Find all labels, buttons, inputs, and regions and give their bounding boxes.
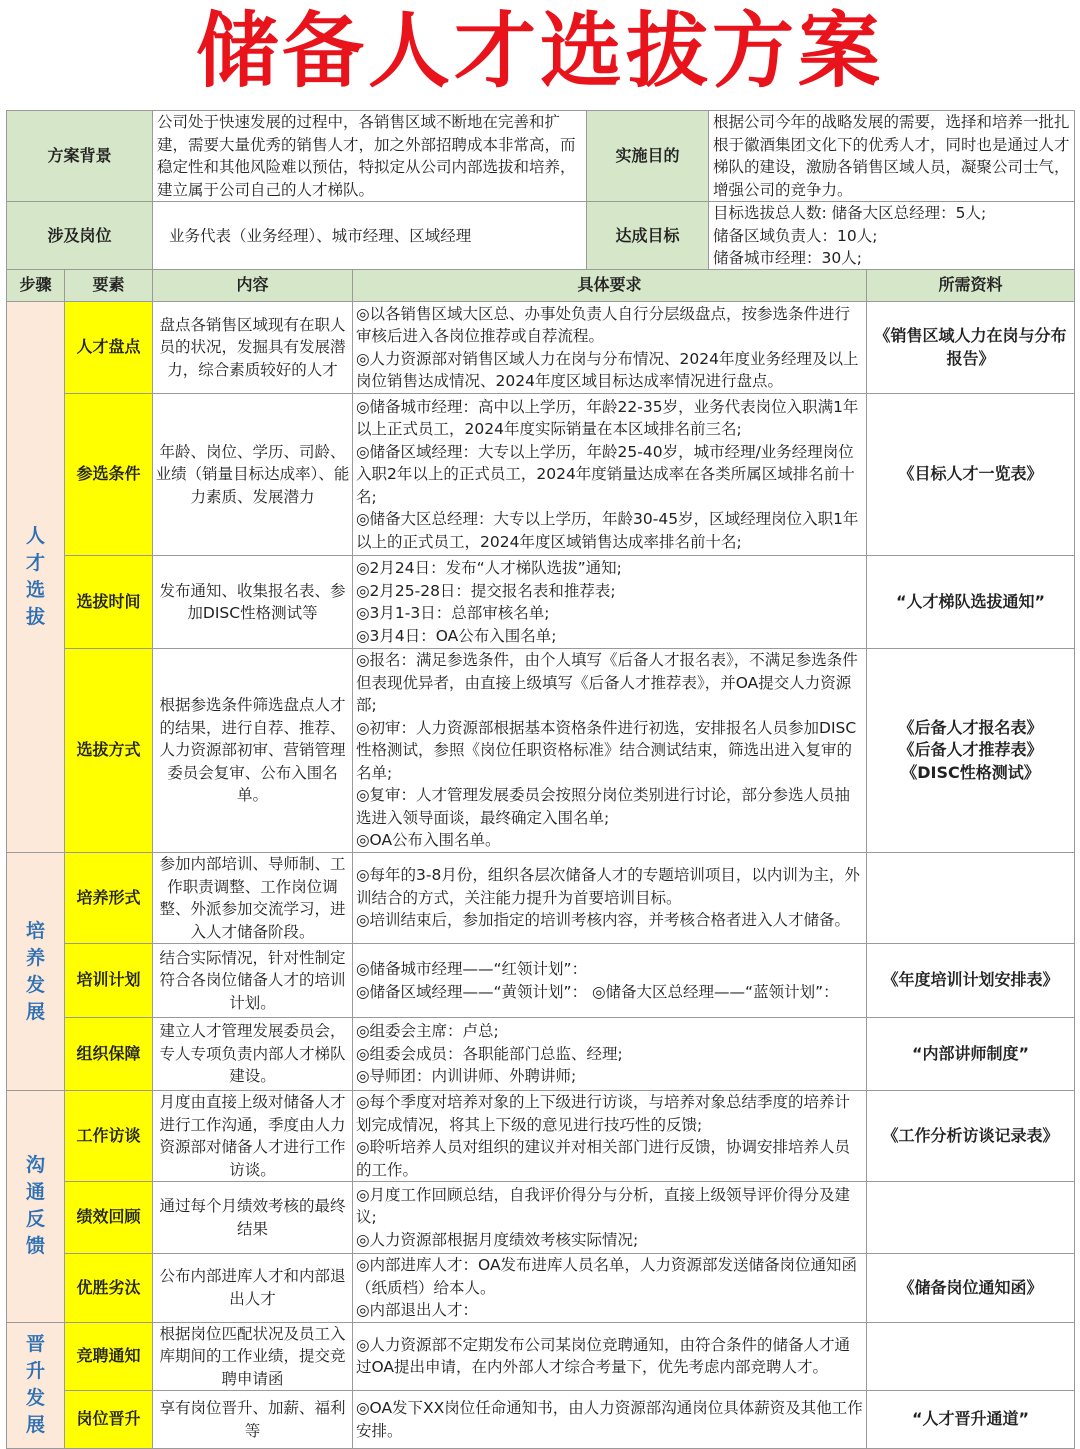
requirements-cell: [353, 853, 867, 944]
content-cell: 根据岗位匹配状况及员工入库期间的工作业绩，提交竞聘申请函: [153, 1322, 353, 1391]
resource-item: 《DISC性格测试》: [901, 762, 1040, 782]
requirement-line: ◎储备区域经理——“黄领计划”： ◎储备大区总经理——“蓝领计划”：: [356, 982, 839, 1001]
step-label: 人 才 选 拔: [25, 525, 45, 628]
table-row: [7, 394, 1075, 556]
header-step: 步骤: [7, 270, 65, 302]
resources-cell: [867, 394, 1075, 556]
requirement-line: ◎内部退出人才：: [356, 1301, 479, 1319]
content-cell: 根据参选条件筛选盘点人才的结果，进行自荐、推荐、人力资源部初审、营销管理委员会复审、公布入围名单。: [153, 649, 353, 853]
table-row: [7, 1018, 1075, 1091]
background-text: 公司处于快速发展的过程中，各销售区域不断地在完善和扩建，需要大量优秀的销售人才，加之外部招聘成本非常高，而稳定性和其他风险难以预估，特拟定从公司内部选拔和培养，建立属于公司自己的人才梯队。: [153, 111, 587, 202]
requirement-line: ◎3月1-3日：总部审核名单;: [356, 604, 550, 622]
requirement-line: ◎组委会成员：各职能部门总监、经理;: [356, 1044, 623, 1063]
step-cell: [7, 1322, 65, 1449]
goal-cell: [709, 202, 1075, 271]
requirement-line: ◎储备城市经理：高中以上学历，年龄22-35岁，业务代表岗位入职满1年以上正式员工，2024年度实际销量在本区域排名前三名;: [356, 397, 859, 439]
requirement-line: ◎2月25-28日：提交报名表和推荐表;: [356, 581, 616, 600]
content-cell: 月度由直接上级对储备人才进行工作沟通，季度由人力资源部对储备人才进行工作访谈。: [153, 1091, 353, 1182]
requirements-cell: [353, 1254, 867, 1323]
requirement-line: ◎2月24日：发布“人才梯队选拔”通知;: [356, 559, 622, 577]
element-cell: 培养形式: [65, 853, 153, 944]
content-cell: 年龄、岗位、学历、司龄、业绩（销量目标达成率）、能力素质、发展潜力: [153, 394, 353, 556]
requirement-line: ◎导师团：内训讲师、外聘讲师;: [356, 1067, 577, 1086]
background-label: 方案背景: [7, 111, 153, 202]
table-row: [7, 1254, 1075, 1323]
requirements-cell: [353, 944, 867, 1018]
table-row: [7, 556, 1075, 649]
resource-item: 《年度培训计划安排表》: [882, 970, 1059, 990]
content-cell: 公布内部进库人才和内部退出人才: [153, 1254, 353, 1323]
table-row: [7, 944, 1075, 1018]
plan-table: [6, 269, 1075, 1449]
requirement-line: ◎OA公布入围名单。: [356, 831, 501, 850]
requirement-line: ◎聆听培养人员对组织的建议并对相关部门进行反馈，协调安排培养人员的工作。: [356, 1138, 851, 1179]
element-cell: 岗位晋升: [65, 1391, 153, 1449]
requirements-cell: [353, 394, 867, 556]
resources-cell: [867, 1018, 1075, 1091]
resources-cell: [867, 649, 1075, 853]
requirement-line: ◎以各销售区域大区总、办事处负责人自行分层级盘点，按参选条件进行审核后进入各岗位推荐或自荐流程。: [356, 304, 851, 345]
element-cell: 工作访谈: [65, 1091, 153, 1182]
resource-item: 《目标人才一览表》: [898, 464, 1043, 484]
resource-item: “人才晋升通道”: [911, 1409, 1030, 1429]
resources-cell: [867, 1182, 1075, 1254]
table-row: [7, 1182, 1075, 1254]
requirement-line: ◎报名：满足参选条件，由个人填写《后备人才报名表》，不满足参选条件但表现优异者，由直接上级填写《后备人才推荐表》，并OA提交人力资源部;: [356, 651, 858, 715]
resources-cell: [867, 1091, 1075, 1182]
table-row: [7, 1391, 1075, 1449]
goal-line: 储备区域负责人：10人;: [713, 226, 878, 245]
requirements-cell: [353, 1322, 867, 1391]
goal-label: 达成目标: [587, 202, 709, 271]
element-cell: 选拔方式: [65, 649, 153, 853]
requirement-line: ◎每年的3-8月份，组织各层次储备人才的专题培训项目，以内训为主，外训结合的方式，关注能力提升为首要培训目标。: [356, 866, 860, 907]
requirement-line: ◎人力资源部根据月度绩效考核实际情况;: [356, 1230, 639, 1249]
overview-table: [6, 110, 1075, 271]
resource-item: “内部讲师制度”: [911, 1043, 1030, 1063]
requirements-cell: [353, 649, 867, 853]
resource-item: 《后备人才报名表》: [898, 717, 1043, 737]
content-cell: 通过每个月绩效考核的最终结果: [153, 1182, 353, 1254]
resources-cell: [867, 1254, 1075, 1323]
step-label: 沟 通 反 馈: [25, 1154, 45, 1258]
step-cell: [7, 1091, 65, 1323]
positions-text: 业务代表（业务经理）、城市经理、区域经理: [153, 202, 587, 271]
requirement-line: ◎人力资源部对销售区域人力在岗与分布情况、2024年度业务经理及以上岗位销售达成情况、2024年度区域目标达成率情况进行盘点。: [356, 349, 859, 390]
page-title: 储备人才选拔方案: [195, 4, 884, 99]
content-cell: 发布通知、收集报名表、参加DISC性格测试等: [153, 556, 353, 649]
table-row: [7, 1091, 1075, 1182]
resources-cell: [867, 853, 1075, 944]
goal-line: 目标选拔总人数: 储备大区总经理：5人;: [713, 204, 987, 222]
content-cell: 享有岗位晋升、加薪、福利等: [153, 1391, 353, 1449]
requirement-line: ◎内部进库人才：OA发布进库人员名单，人力资源部发送储备岗位通知函（纸质档）给本人。: [356, 1256, 858, 1297]
requirement-line: ◎复审：人才管理发展委员会按照分岗位类别进行讨论，部分参选人员抽选进入领导面谈，最终确定入围名单;: [356, 786, 851, 827]
requirement-line: ◎组委会主席：卢总;: [356, 1022, 499, 1041]
resource-item: 《储备岗位通知函》: [898, 1277, 1043, 1297]
requirement-line: ◎月度工作回顾总结，自我评价得分与分析，直接上级领导评价得分及建议;: [356, 1185, 851, 1227]
resource-item: 《销售区域人力在岗与分布报告》: [874, 326, 1067, 368]
requirement-line: ◎储备大区总经理：大专以上学历，年龄30-45岁，区域经理岗位入职1年以上的正式员工，2024年度区域销售达成率排名前十名;: [356, 510, 859, 551]
table-row: [7, 853, 1075, 944]
requirement-line: ◎初审：人力资源部根据基本资格条件进行初选，安排报名人员参加DISC性格测试，参照《岗位任职资格标准》结合测试结束，筛选出进入复审的名单;: [356, 718, 857, 782]
resources-cell: [867, 1322, 1075, 1391]
requirements-cell: [353, 1091, 867, 1182]
requirement-line: ◎储备城市经理——“红领计划”：: [356, 960, 588, 978]
element-cell: 选拔时间: [65, 556, 153, 649]
requirements-cell: [353, 302, 867, 394]
goal-line: 储备城市经理：30人;: [713, 249, 862, 267]
header-resources: 所需资料: [867, 270, 1075, 302]
element-cell: 组织保障: [65, 1018, 153, 1091]
requirements-cell: [353, 1182, 867, 1254]
resource-item: “人才梯队选拔通知”: [895, 591, 1046, 611]
table-row: [7, 1322, 1075, 1391]
step-label: 培 养 发 展: [25, 919, 45, 1023]
element-cell: 竞聘通知: [65, 1322, 153, 1391]
requirements-cell: [353, 556, 867, 649]
table-row: [7, 302, 1075, 394]
requirements-cell: [353, 1018, 867, 1091]
requirement-line: ◎OA发下XX岗位任命通知书，由人力资源部沟通岗位具体薪资及其他工作安排。: [356, 1399, 863, 1440]
step-label: 晋 升 发 展: [25, 1333, 45, 1437]
resources-cell: [867, 944, 1075, 1018]
header-content: 内容: [153, 270, 353, 302]
content-cell: 盘点各销售区域现有在职人员的状况，发掘具有发展潜力，综合素质较好的人才: [153, 302, 353, 394]
requirement-line: ◎储备区域经理：大专以上学历，年龄25-40岁，城市经理/业务经理岗位入职2年以上的正式员工，2024年度销量达成率在各类所属区域排名前十名;: [356, 442, 855, 506]
purpose-text: 根据公司今年的战略发展的需要，选择和培养一批扎根于徽酒集团文化下的优秀人才，同时也是通过人才梯队的建设，激励各销售区域人员，凝聚公司士气，增强公司的竞争力。: [709, 111, 1075, 202]
requirement-line: ◎3月4日：OA公布入围名单;: [356, 626, 557, 645]
table-row: [7, 649, 1075, 853]
requirement-line: ◎培训结束后，参加指定的培训考核内容，并考核合格者进入人才储备。: [356, 911, 851, 930]
element-cell: 培训计划: [65, 944, 153, 1018]
step-cell: [7, 853, 65, 1091]
step-cell: [7, 302, 65, 853]
header-element: 要素: [65, 270, 153, 302]
element-cell: 参选条件: [65, 394, 153, 556]
resources-cell: [867, 302, 1075, 394]
content-cell: 参加内部培训、导师制、工作职责调整、工作岗位调整、外派参加交流学习，进入人才储备阶段。: [153, 853, 353, 944]
requirements-cell: [353, 1391, 867, 1449]
header-requirements: 具体要求: [353, 270, 867, 302]
content-cell: 建立人才管理发展委员会，专人专项负责内部人才梯队建设。: [153, 1018, 353, 1091]
resource-item: 《后备人才推荐表》: [898, 740, 1043, 760]
requirement-line: ◎每个季度对培养对象的上下级进行访谈，与培养对象总结季度的培养计划完成情况，将其上下级的意见进行技巧性的反馈;: [356, 1093, 851, 1134]
element-cell: 优胜劣汰: [65, 1254, 153, 1323]
requirement-line: ◎人力资源部不定期发布公司某岗位竞聘通知，由符合条件的储备人才通过OA提出申请，在内外部人才综合考量下，优先考虑内部竞聘人才。: [356, 1335, 851, 1377]
resource-item: 《工作分析访谈记录表》: [882, 1125, 1059, 1145]
resources-cell: [867, 1391, 1075, 1449]
content-cell: 结合实际情况，针对性制定符合各岗位储备人才的培训计划。: [153, 944, 353, 1018]
positions-label: 涉及岗位: [7, 202, 153, 271]
element-cell: 人才盘点: [65, 302, 153, 394]
element-cell: 绩效回顾: [65, 1182, 153, 1254]
resources-cell: [867, 556, 1075, 649]
purpose-label: 实施目的: [587, 111, 709, 202]
